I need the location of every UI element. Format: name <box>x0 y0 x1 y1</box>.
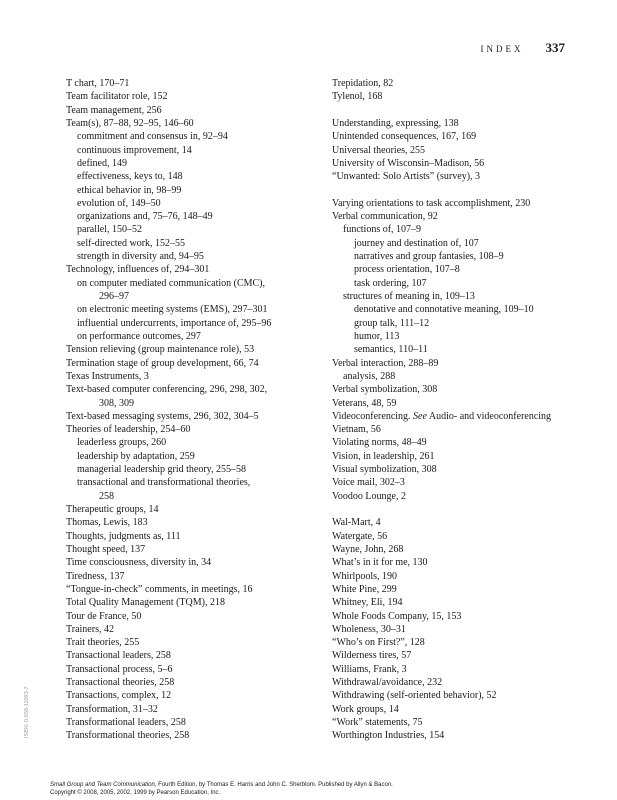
index-entry: Vision, in leadership, 261 <box>332 450 435 462</box>
index-subentry: structures of meaning in, 109–13 <box>343 291 475 302</box>
index-entry: Williams, Frank, 3 <box>332 663 407 675</box>
index-subentry: on electronic meeting systems (EMS), 297–301 <box>77 304 268 316</box>
index-entry: Whitney, Eli, 194 <box>332 597 403 609</box>
index-entry: Transactions, complex, 12 <box>66 690 172 702</box>
index-entry: University of Wisconsin–Madison, 56 <box>332 157 485 169</box>
index-subentry: narratives and group fantasies, 108–9 <box>354 251 504 263</box>
index-entry: “Who’s on First?”, 128 <box>332 637 425 649</box>
index-entry: Transformational theories, 258 <box>66 730 190 742</box>
index-entry: Theories of leadership, 254–60 <box>66 424 191 436</box>
index-entry: What’s in it for me, 130 <box>332 557 428 569</box>
index-entry: Varying orientations to task accomplishment, 230 <box>332 197 531 209</box>
index-entry: Team(s), 87–88, 92–95, 146–60 <box>66 117 194 129</box>
index-entry-term: Videoconferencing. <box>332 410 411 422</box>
index-entry: T chart, 170–71 <box>66 78 130 89</box>
index-entry: Voodoo Lounge, 2 <box>332 490 406 502</box>
index-entry <box>332 410 602 423</box>
footer-line-1 <box>50 781 393 789</box>
index-entry: Understanding, expressing, 138 <box>332 117 459 129</box>
index-entry: Verbal symbolization, 308 <box>332 384 438 396</box>
index-subentry: continuous improvement, 14 <box>77 144 192 156</box>
index-subentry: analysis, 288 <box>343 370 396 382</box>
index-subentry: parallel, 150–52 <box>77 224 142 236</box>
index-entry: Voice mail, 302–3 <box>332 477 405 489</box>
index-entry: Worthington Industries, 154 <box>332 730 445 742</box>
index-subentry: functions of, 107–9 <box>343 224 422 236</box>
index-entry: Therapeutic groups, 14 <box>66 504 159 515</box>
index-subentry: process orientation, 107–8 <box>354 264 460 276</box>
index-subentry: semantics, 110–11 <box>354 344 428 356</box>
index-entry: Transformation, 31–32 <box>66 703 158 715</box>
index-entry: Text-based computer conferencing, 296, 298, 302, <box>66 384 268 396</box>
letter-group-gap <box>332 184 602 197</box>
index-entry: Technology, influences of, 294–301 <box>66 264 210 276</box>
index-entry: Tension relieving (group maintenance role), 53 <box>66 344 255 356</box>
index-entry: Unintended consequences, 167, 169 <box>332 131 477 143</box>
index-subentry: transactional and transformational theories, <box>77 477 251 489</box>
index-entry: Wayne, John, 268 <box>332 543 404 555</box>
index-subentry: managerial leadership grid theory, 255–58 <box>77 464 247 476</box>
index-entry: Visual symbolization, 308 <box>332 464 437 476</box>
index-subentry: commitment and consensus in, 92–94 <box>77 131 228 143</box>
index-subentry: group talk, 111–12 <box>354 317 430 329</box>
index-subentry: leaderless groups, 260 <box>77 437 167 449</box>
index-entry: Wholeness, 30–31 <box>332 623 406 635</box>
index-column-right <box>332 77 602 743</box>
index-entry: “Tongue-in-check” comments, in meetings, 16 <box>66 583 253 595</box>
footer-publication-info: , Fourth Edition, by Thomas E. Harris and John C. Sherblom. Published by Allyn & Bacon. <box>154 782 393 788</box>
index-entry: Withdrawing (self-oriented behavior), 52 <box>332 690 497 702</box>
index-entry: Trepidation, 82 <box>332 78 394 89</box>
index-subentry: 308, 309 <box>99 397 134 409</box>
index-subentry: task ordering, 107 <box>354 277 427 289</box>
index-entry: Transactional process, 5–6 <box>66 663 173 675</box>
index-entry: Time consciousness, diversity in, 34 <box>66 557 212 569</box>
copyright-footer <box>50 781 393 797</box>
letter-group-gap <box>332 503 602 516</box>
index-entry: Team facilitator role, 152 <box>66 91 168 103</box>
index-entry: Termination stage of group development, 66, 74 <box>66 357 259 369</box>
index-entry: Transactional theories, 258 <box>66 677 175 689</box>
index-entry: Veterans, 48, 59 <box>332 397 397 409</box>
index-subentry: on performance outcomes, 297 <box>77 330 201 342</box>
index-entry: Whole Foods Company, 15, 153 <box>332 610 462 622</box>
footer-copyright: Copyright © 2008, 2005, 2002, 1999 by Pearson Education, Inc. <box>50 790 221 796</box>
index-subentry: evolution of, 149–50 <box>77 197 161 209</box>
index-entry: Tour de France, 50 <box>66 610 142 622</box>
index-entry: Verbal communication, 92 <box>332 211 438 223</box>
index-entry: Transformational leaders, 258 <box>66 717 186 728</box>
index-entry: Thoughts, judgments as, 111 <box>66 530 181 542</box>
index-subentry: denotative and connotative meaning, 109–10 <box>354 304 534 316</box>
see-reference: See <box>413 410 427 422</box>
running-header <box>481 40 566 56</box>
index-entry: Team management, 256 <box>66 104 162 116</box>
index-entry: Transactional leaders, 258 <box>66 650 171 662</box>
index-entry: Tiredness, 137 <box>66 570 125 582</box>
isbn-sidebar: ISBN: 0-558-11093-7 <box>24 686 30 738</box>
index-subentry: journey and destination of, 107 <box>354 237 479 249</box>
index-entry: “Work” statements, 75 <box>332 717 423 728</box>
index-entry: Watergate, 56 <box>332 530 388 542</box>
index-subentry: 296–97 <box>99 291 129 302</box>
index-entry: Texas Instruments, 3 <box>66 370 149 382</box>
index-entry: Text-based messaging systems, 296, 302, 304–5 <box>66 410 259 422</box>
index-entry: Withdrawal/avoidance, 232 <box>332 677 443 689</box>
index-subentry: on computer mediated communication (CMC), <box>77 277 266 289</box>
index-entry: Trainers, 42 <box>66 623 114 635</box>
page-number: 337 <box>545 40 565 55</box>
index-entry: Thought speed, 137 <box>66 543 146 555</box>
index-subentry: defined, 149 <box>77 157 127 169</box>
index-entry: Vietnam, 56 <box>332 424 381 436</box>
index-entry: Wal-Mart, 4 <box>332 517 381 529</box>
index-subentry: leadership by adaptation, 259 <box>77 450 195 462</box>
header-word: INDEX <box>480 44 524 54</box>
letter-group-gap <box>332 104 602 117</box>
index-entry: “Unwanted: Solo Artists” (survey), 3 <box>332 171 481 183</box>
footer-book-title: Small Group and Team Communication <box>50 782 155 788</box>
index-entry: Whirlpools, 190 <box>332 570 397 582</box>
index-subentry: ethical behavior in, 98–99 <box>77 184 182 196</box>
index-column-left <box>66 77 328 743</box>
index-entry: Work groups, 14 <box>332 703 399 715</box>
index-subentry: effectiveness, keys to, 148 <box>77 171 183 183</box>
index-subentry: humor, 113 <box>354 330 400 342</box>
index-entry: Universal theories, 255 <box>332 144 426 156</box>
index-subentry: 258 <box>99 490 114 502</box>
index-entry: Total Quality Management (TQM), 218 <box>66 597 225 609</box>
index-entry: Wilderness tires, 57 <box>332 650 412 662</box>
index-subentry: influential undercurrents, importance of, 295–96 <box>77 317 272 329</box>
index-subentry: strength in diversity and, 94–95 <box>77 251 204 263</box>
index-entry: Verbal interaction, 288–89 <box>332 357 439 369</box>
index-entry: White Pine, 299 <box>332 583 397 595</box>
index-entry: Trait theories, 255 <box>66 637 140 649</box>
index-entry: Thomas, Lewis, 183 <box>66 517 148 529</box>
index-entry: Violating norms, 48–49 <box>332 437 427 449</box>
index-entry: Tylenol, 168 <box>332 91 383 103</box>
index-subentry: self-directed work, 152–55 <box>77 237 186 249</box>
index-subentry: organizations and, 75–76, 148–49 <box>77 211 213 223</box>
see-target: Audio- and videoconferencing <box>428 410 552 422</box>
